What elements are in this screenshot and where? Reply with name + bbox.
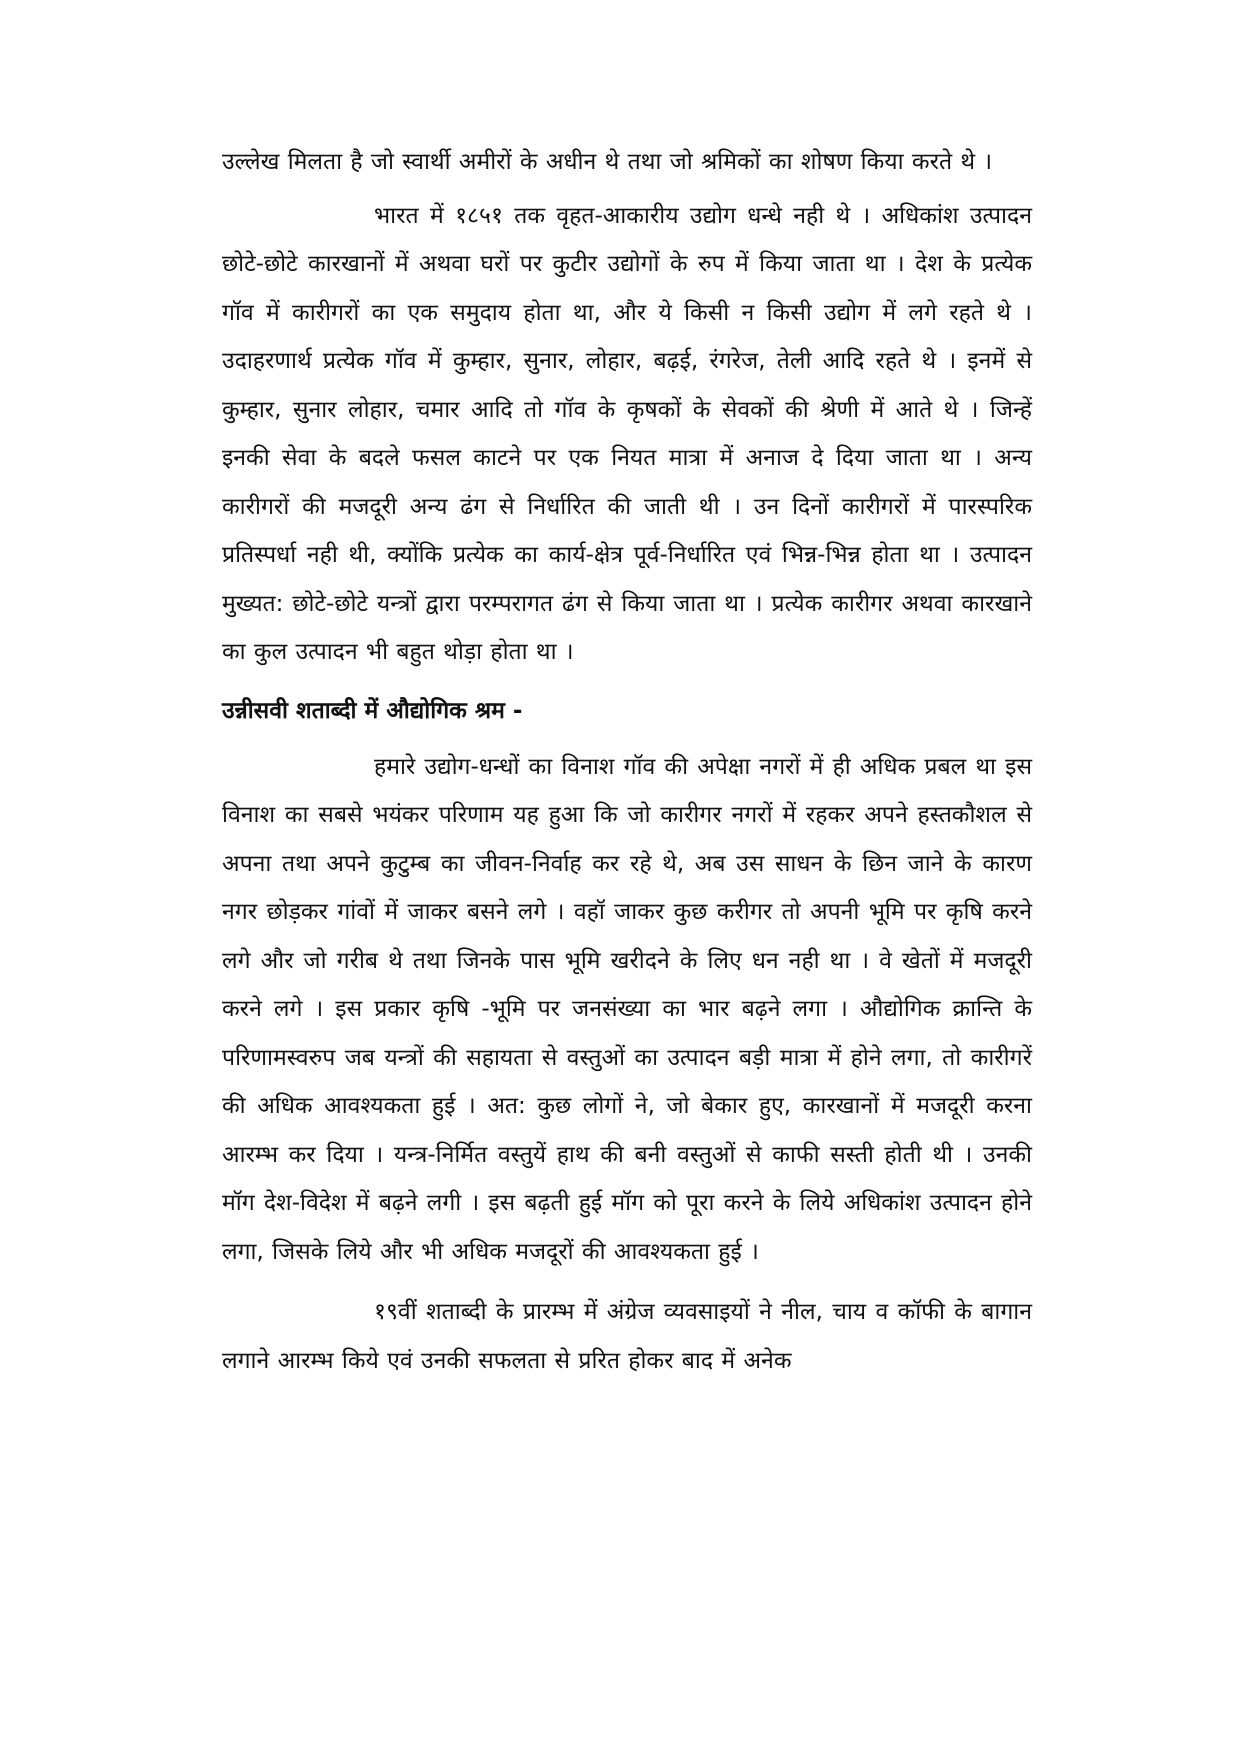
paragraph-pre-industrial-production: भारत में १८५१ तक वृहत-आकारीय उद्योग धन्धे नही थे । अधिकांश उत्पादन छोटे-छोटे कारखानों में अथवा घरों पर कुटीर उद्योगों के रुप में किया जाता था । देश के प्रत्येक गॉव में कारीगरों का एक समुदाय होता था, और ये किसी न किसी उद्योग में लगे रहते थे । उदाहरणार्थ प्रत्येक गॉव में कुम्हार, सुनार, लोहार, बढ़ई, रंगरेज, तेली आदि रहते थे । इनमें से कुम्हार, सुनार लोहार, चमार आदि तो गॉव के कृषकों के सेवकों की श्रेणी में आते थे । जिन्हें इनकी सेवा के बदले फसल काटने पर एक नियत मात्रा में अनाज दे दिया जाता था । अन्य कारीगरों की मजदूरी अन्य ढंग से निर्धारित की जाती थी । उन दिनों कारीगरों में पारस्परिक प्रतिस्पर्धा नही थी, क्योंकि प्रत्येक का कार्य-क्षेत्र पूर्व-निर्धारित एवं भिन्न-भिन्न होता था । उत्पादन मुख्यत: छोटे-छोटे यन्त्रों द्वारा परम्परागत ढंग से किया जाता था । प्रत्येक कारीगर अथवा कारखाने का कुल उत्पादन भी बहुत थोड़ा होता था । <box>222 202 1032 665</box>
paragraph-continuation: उल्लेख मिलता है जो स्वार्थी अमीरों के अधीन थे तथा जो श्रमिकों का शोषण किया करते थे । <box>222 149 993 175</box>
paragraph-decline-of-industries: हमारे उद्योग-धन्धों का विनाश गॉव की अपेक्षा नगरों में ही अधिक प्रबल था इस विनाश का सबसे भयंकर परिणाम यह हुआ कि जो कारीगर नगरों में रहकर अपने हस्तकौशल से अपना तथा अपने कुटुम्ब का जीवन-निर्वाह कर रहे थे, अब उस साधन के छिन जाने के कारण नगर छोड़कर गांवों में जाकर बसने लगे । वहॉ जाकर कुछ करीगर तो अपनी भूमि पर कृषि करने लगे और जो गरीब थे तथा जिनके पास भूमि खरीदने के लिए धन नही था । वे खेतों में मजदूरी करने लगे । इस प्रकार कृषि -भूमि पर जनसंख्या का भार बढ़ने लगा । औद्योगिक क्रान्ति के परिणामस्वरुप जब यन्त्रों की सहायता से वस्तुओं का उत्पादन बड़ी मात्रा में होने लगा, तो कारीगरें की अधिक आवश्यकता हुई । अत: कुछ लोगों ने, जो बेकार हुए, कारखानों में मजदूरी करना आरम्भ कर दिया । यन्त्र-निर्मित वस्तुयें हाथ की बनी वस्तुओं से काफी सस्ती होती थी । उनकी मॉग देश-विदेश में बढ़ने लगी । इस बढ़ती हुई मॉग को पूरा करने के लिये अधिकांश उत्पादन होने लगा, जिसके लिये और भी अधिक मजदूरों की आवश्यकता हुई । <box>222 753 1032 1265</box>
section-heading: उन्नीसवी शताब्दी में औद्योगिक श्रम - <box>222 697 523 724</box>
paragraph-nineteenth-century: १९वीं शताब्दी के प्रारम्भ में अंग्रेज व्यवसाइयों ने नील, चाय व कॉफी के बागान लगाने आरम्भ किये एवं उनकी सफलता से प्ररित होकर बाद में अनेक <box>222 1299 1032 1374</box>
document-page <box>222 138 1032 1618</box>
